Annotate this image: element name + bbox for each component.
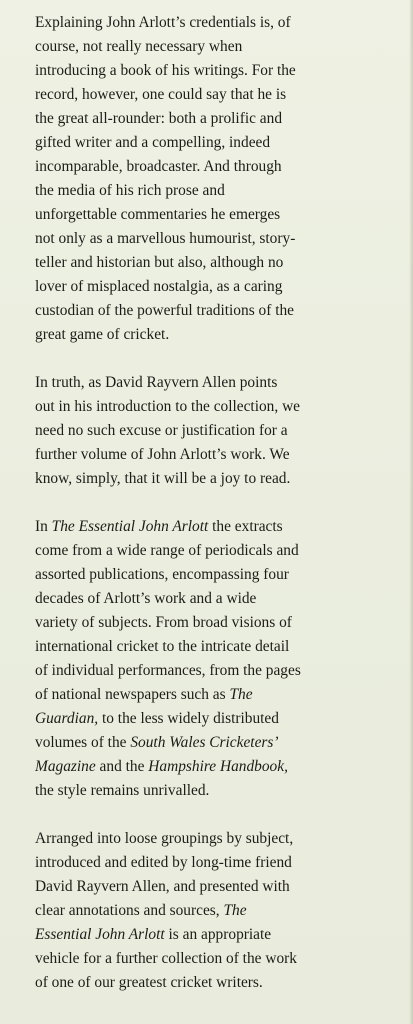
text-run: of one of our greatest cricket writers. [35,974,263,991]
text-run: variety of subjects. From broad visions of [35,614,292,631]
blurb-paragraph [35,11,405,347]
text-run: the style remains unrivalled. [35,782,210,799]
text-run: custodian of the powerful traditions of the [35,302,295,319]
text-line [35,755,405,779]
text-line [35,35,405,59]
text-line [35,203,405,227]
text-line [35,947,405,971]
text-line [35,395,405,419]
text-line [35,635,405,659]
text-run: volumes of the [35,734,131,751]
text-line [35,443,405,467]
text-run: out in his introduction to the collection, we [35,398,301,415]
blurb-text [35,11,405,1019]
text-run: the media of his rich prose and [35,182,225,199]
text-line [35,563,405,587]
text-line [35,323,405,347]
text-run: of individual performances, from the pages [35,662,301,679]
italic-title-text: Hampshire Handbook, [148,758,288,775]
text-run: need no such excuse or justification for a [35,422,288,439]
text-run: In [35,518,52,535]
text-line [35,59,405,83]
text-run: course, not really necessary when [35,38,243,55]
text-run: know, simply, that it will be a joy to read. [35,470,291,487]
text-run: vehicle for a further collection of the work [35,950,297,967]
text-run: decades of Arlott’s work and a wide [35,590,257,607]
italic-title-text: Guardian, [35,710,99,727]
text-line [35,155,405,179]
text-run: record, however, one could say that he is [35,86,287,103]
text-line [35,515,405,539]
text-run: to the less widely distributed [98,710,279,727]
italic-title-text: The Essential John Arlott [51,518,209,535]
blurb-paragraph [35,371,405,491]
text-run: great game of cricket. [35,326,170,343]
text-line [35,851,405,875]
italic-title-text: Essential John Arlott [35,926,165,943]
text-run: of national newspapers such as [35,686,230,703]
italic-title-text: The [229,686,253,703]
text-line [35,467,405,491]
text-line [35,659,405,683]
text-run: not only as a marvellous humourist, story- [35,230,296,247]
text-line [35,731,405,755]
text-run: and the [95,758,149,775]
text-line [35,11,405,35]
text-line [35,227,405,251]
text-run: Explaining John Arlott’s credentials is, of [35,14,291,31]
blurb-paragraph [35,515,405,803]
text-run: Arranged into loose groupings by subject, [35,830,294,847]
text-run: the extracts [208,518,283,535]
text-line [35,779,405,803]
text-run: come from a wide range of periodicals and [35,542,299,559]
text-line [35,707,405,731]
text-run: incomparable, broadcaster. And through [35,158,282,175]
text-run: David Rayvern Allen, and presented with [35,878,290,895]
text-line [35,275,405,299]
text-run: introduced and edited by long-time friend [35,854,292,871]
text-line [35,131,405,155]
text-line [35,539,405,563]
text-line [35,179,405,203]
text-run: clear annotations and sources, [35,902,224,919]
text-run: In truth, as David Rayvern Allen points [35,374,278,391]
text-run: unforgettable commentaries he emerges [35,206,281,223]
text-line [35,251,405,275]
text-run: lover of misplaced nostalgia, as a caring [35,278,283,295]
text-line [35,899,405,923]
text-run: is an appropriate [164,926,272,943]
text-line [35,827,405,851]
text-line [35,107,405,131]
blurb-paragraph [35,827,405,995]
text-line [35,587,405,611]
text-run: gifted writer and a compelling, indeed [35,134,271,151]
text-line [35,923,405,947]
text-line [35,611,405,635]
italic-title-text: Magazine [35,758,96,775]
text-line [35,875,405,899]
text-line [35,971,405,995]
text-line [35,299,405,323]
text-line [35,419,405,443]
text-line [35,371,405,395]
text-run: further volume of John Arlott’s work. We [35,446,290,463]
text-line [35,83,405,107]
text-run: introducing a book of his writings. For the [35,62,296,79]
text-run: the great all-rounder: both a prolific and [35,110,283,127]
italic-title-text: The [223,902,247,919]
italic-title-text: South Wales Cricketers’ [130,734,279,751]
text-run: assorted publications, encompassing four [35,566,289,583]
text-run: international cricket to the intricate detail [35,638,290,655]
text-run: teller and historian but also, although no [35,254,284,271]
text-line [35,683,405,707]
